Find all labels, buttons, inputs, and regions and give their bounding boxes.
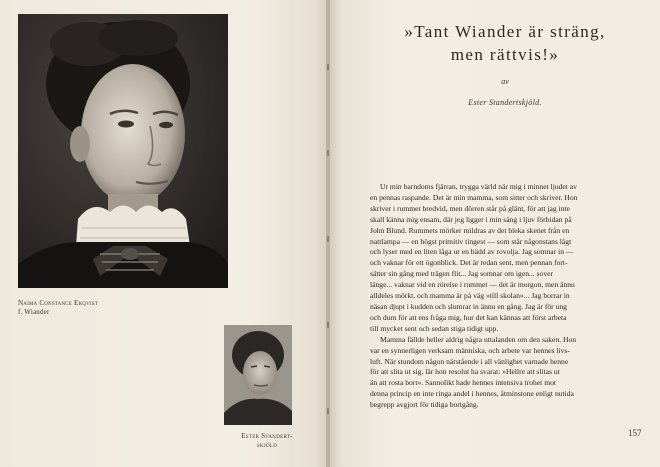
book-gutter	[326, 0, 330, 467]
byline-prefix: av	[501, 77, 509, 86]
chapter-title	[360, 20, 650, 66]
body-line: skriver i rummet bredvid, men dörren står på glänt, för att jag inte	[370, 203, 570, 213]
body-line: Mamma fällde heller aldrig några uttalanden om den saken. Hon	[380, 334, 577, 344]
portrait-photo-main	[18, 14, 228, 288]
body-line: luft. När stundom någon närstående i all vänlighet varnade henne	[370, 356, 569, 366]
body-line: och lyser med en liten låga ur en bädd av rovolja. Jag somnar in —	[370, 247, 574, 257]
body-line: sätter sin gång med trägen flit... Jag somnar om igen... sover	[370, 269, 554, 279]
portrait-photo-small	[224, 325, 292, 425]
body-line: och vaknar för ett ögonblick. Det är redan sent, men pennan fort-	[370, 258, 568, 268]
body-line: näsan djupt i kudden och slumrar in ännu en gång. Jag är för ung	[370, 301, 567, 311]
binding-stitch	[327, 64, 329, 70]
body-line: en pennas raspande. Det är min mamma, som sitter och skriver. Hon	[370, 192, 578, 202]
body-line: än att rosta bort». Sannolikt hade hennes intensiva trohet mot	[370, 378, 557, 388]
body-line: var en synnerligen verksam människa, och arbete var hennes livs-	[370, 345, 570, 355]
caption-small-line1: Ester Standert-	[241, 432, 293, 440]
caption-name: Naima Constance Ekqvist	[18, 299, 99, 307]
binding-stitch	[327, 322, 329, 328]
body-line: länge... vaknar vid en rörelse i rummet — det är morgon, men ännu	[370, 280, 575, 290]
body-line: Ur min barndoms fjärran, trygga värld när mig i minnet ljudet av	[380, 182, 577, 191]
binding-stitch	[327, 150, 329, 156]
binding-stitch	[327, 408, 329, 414]
page-number: 157	[628, 428, 642, 438]
body-line: och dum för att ens fråga mig, hur det kan kännas att först arbeta	[370, 312, 567, 322]
body-line: till mycket sent och sedan stiga tidigt upp.	[370, 323, 499, 333]
chapter-title-line1: »Tant Wiander är sträng,	[404, 22, 606, 41]
portrait-caption-small	[222, 432, 312, 450]
caption-small-line2: skjöld	[256, 441, 278, 449]
caption-maiden-name: f. Wiander	[18, 308, 50, 316]
author-name: Ester Standertskjöld.	[468, 98, 542, 107]
chapter-title-line2: men rättvis!»	[450, 45, 560, 64]
body-line: John Blund. Rummets mörker mildras av det bleka skenet från en	[370, 225, 570, 235]
article-body	[370, 182, 650, 411]
body-line: skall känna mig ensam, där jeg ligger i min säng i ljuv förbidan på	[370, 214, 572, 224]
body-line: denna princip en inte ringa andel i hennes, åtminstone enligt nutida	[370, 389, 574, 399]
body-line: alldeles mörkt, och mamma är på väg »till skolan»... Jag borrar in	[370, 291, 570, 301]
body-line: nattlampa — en högst primitiv tingest — som står någonstans lågt	[370, 236, 572, 246]
body-line: begrepp avgjort för tidiga bortgång.	[370, 400, 479, 410]
binding-stitch	[327, 236, 329, 242]
body-line: för att slita ut sig, lär hon resolut ha svarat: »Hellre att slitas ut	[370, 367, 560, 377]
portrait-caption-main	[18, 299, 218, 317]
